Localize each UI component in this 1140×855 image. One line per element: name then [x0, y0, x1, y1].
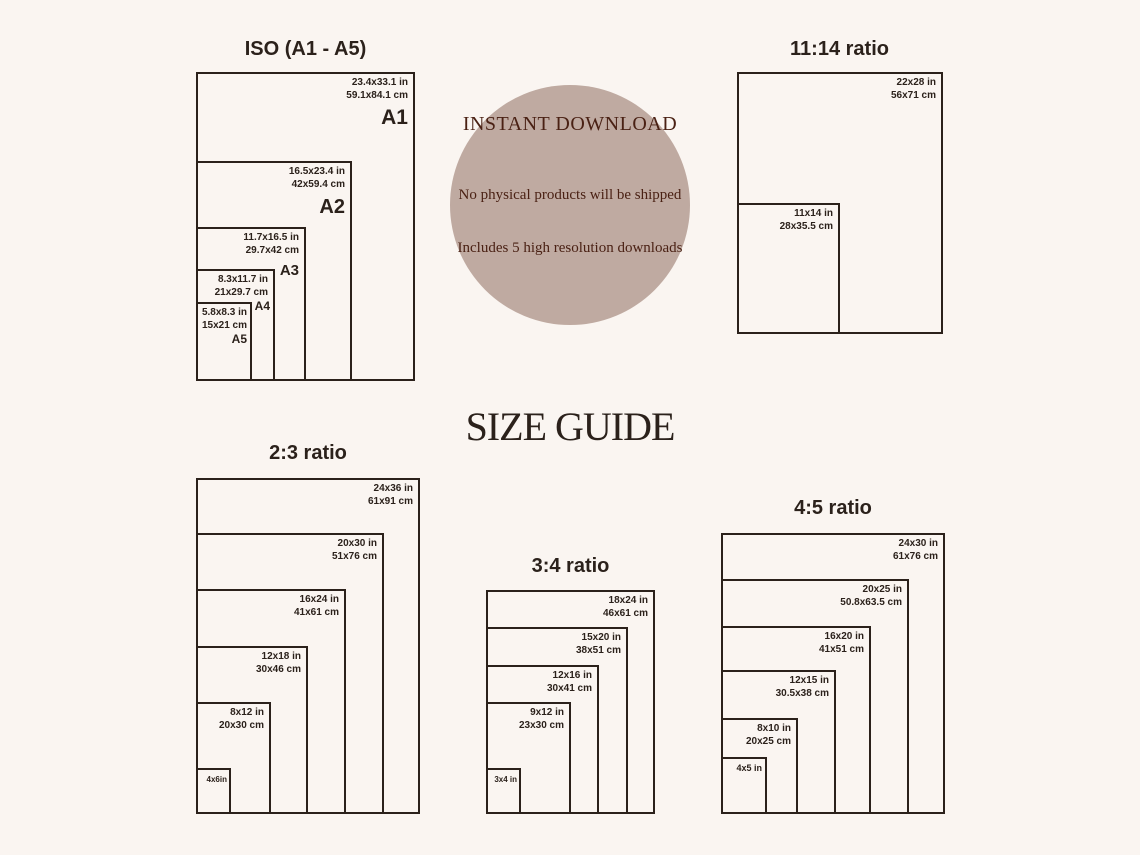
size-frame-4x5 [721, 757, 767, 814]
instant-download-badge [450, 85, 690, 325]
size-frame-a5 [196, 302, 252, 381]
dimension-label: 16x24 in 41x61 cm [293, 594, 339, 618]
ratio-3-4-title: 3:4 ratio [531, 555, 610, 577]
ratio-11-14-title: 11:14 ratio [790, 38, 889, 60]
badge-downloads-note: Includes 5 high resolution downloads [457, 240, 683, 256]
dimension-label: 22x28 in 56x71 cm [890, 77, 936, 101]
dimension-label: 5.8x8.3 in 15x21 cm [201, 307, 247, 331]
page-title: SIZE GUIDE [465, 404, 675, 449]
dimension-label: 12x16 in 30x41 cm [546, 670, 592, 694]
dimension-label: 20x30 in 51x76 cm [331, 538, 377, 562]
ratio-4-5-title: 4:5 ratio [794, 497, 872, 519]
size-frame-3x4 [486, 768, 521, 814]
iso-group-title: ISO (A1 - A5) [244, 38, 367, 60]
dimension-label: 15x20 in 38x51 cm [575, 632, 621, 656]
badge-shipping-note: No physical products will be shipped [458, 187, 682, 203]
dimension-label: 11.7x16.5 in 29.7x42 cm [243, 232, 299, 256]
size-code-a3: A3 [279, 262, 299, 279]
size-code-a2: A2 [319, 196, 345, 218]
size-frame-4x6 [196, 768, 231, 814]
dimension-label: 11x14 in 28x35.5 cm [779, 208, 833, 232]
dimension-label: 23.4x33.1 in 59.1x84.1 cm [346, 77, 408, 101]
dimension-label: 9x12 in 23x30 cm [518, 707, 564, 731]
dimension-label: 4x6in [206, 775, 227, 784]
dimension-label: 12x18 in 30x46 cm [255, 651, 301, 675]
dimension-label: 16x20 in 41x51 cm [818, 631, 864, 655]
dimension-label: 8.3x11.7 in 21x29.7 cm [214, 274, 268, 298]
dimension-label: 20x25 in 50.8x63.5 cm [840, 584, 902, 608]
dimension-label: 4x5 in [736, 763, 762, 773]
size-frame-11x14 [737, 203, 840, 334]
ratio-2-3-title: 2:3 ratio [269, 442, 347, 464]
dimension-label: 24x30 in 61x76 cm [892, 538, 938, 562]
dimension-label: 16.5x23.4 in 42x59.4 cm [288, 166, 345, 190]
dimension-label: 8x10 in 20x25 cm [745, 723, 791, 747]
dimension-label: 18x24 in 46x61 cm [602, 595, 648, 619]
size-code-a4: A4 [254, 299, 270, 313]
badge-heading: INSTANT DOWNLOAD [462, 113, 678, 135]
dimension-label: 8x12 in 20x30 cm [218, 707, 264, 731]
dimension-label: 3x4 in [494, 775, 517, 784]
dimension-label: 24x36 in 61x91 cm [367, 483, 413, 507]
dimension-label: 12x15 in 30.5x38 cm [775, 675, 829, 699]
size-code-a1: A1 [381, 106, 408, 129]
size-code-a5: A5 [231, 332, 247, 346]
